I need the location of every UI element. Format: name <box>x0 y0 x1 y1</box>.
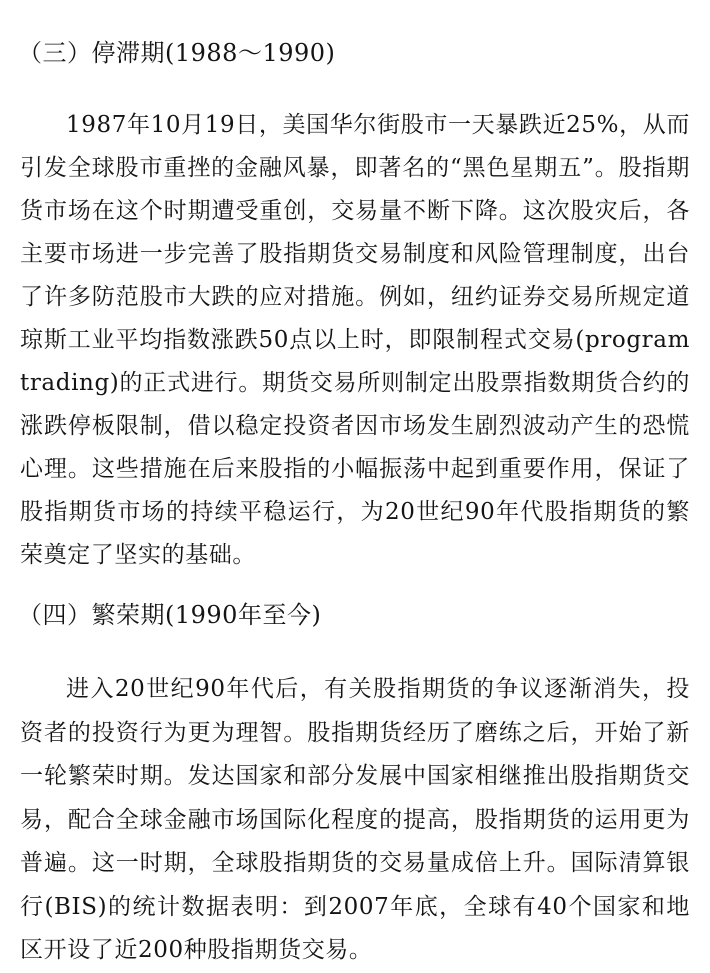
section-paragraph-prosperity: 进入20世纪90年代后，有关股指期货的争议逐渐消失，投资者的投资行为更为理智。股指期货经历了磨练之后，开始了新一轮繁荣时期。发达国家和部分发展中国家相继推出股指期货交易，配合全球金融市场国际化程度的提高，股指期货的运用更为普遍。这一时期，全球股指期货的交易量成倍上升。国际清算银行(BIS)的统计数据表明：到2007年底，全球有40个国家和地区开设了近200种股指期货交易。 <box>20 676 690 963</box>
section-heading-prosperity: （四）繁荣期(1990年至今) <box>18 601 322 629</box>
section-paragraph-stagnation: 1987年10月19日，美国华尔街股市一天暴跌近25%，从而引发全球股市重挫的金融风暴，即著名的“黑色星期五”。股指期货市场在这个时期遭受重创，交易量不断下降。这次股灾后，各主要市场进一步完善了股指期货交易制度和风险管理制度，出台了许多防范股市大跌的应对措施。例如，纽约证券交易所规定道琼斯工业平均指数涨跌50点以上时，即限制程式交易(program trading)的正式进行。期货交易所则制定出股票指数期货合约的涨跌停板限制，借以稳定投资者因市场发生剧烈波动产生的恐慌心理。这些措施在后来股指的小幅振荡中起到重要作用，保证了股指期货市场的持续平稳运行，为20世纪90年代股指期货的繁荣奠定了坚实的基础。 <box>20 112 690 568</box>
section-heading-stagnation: （三）停滞期(1988～1990) <box>18 39 336 67</box>
